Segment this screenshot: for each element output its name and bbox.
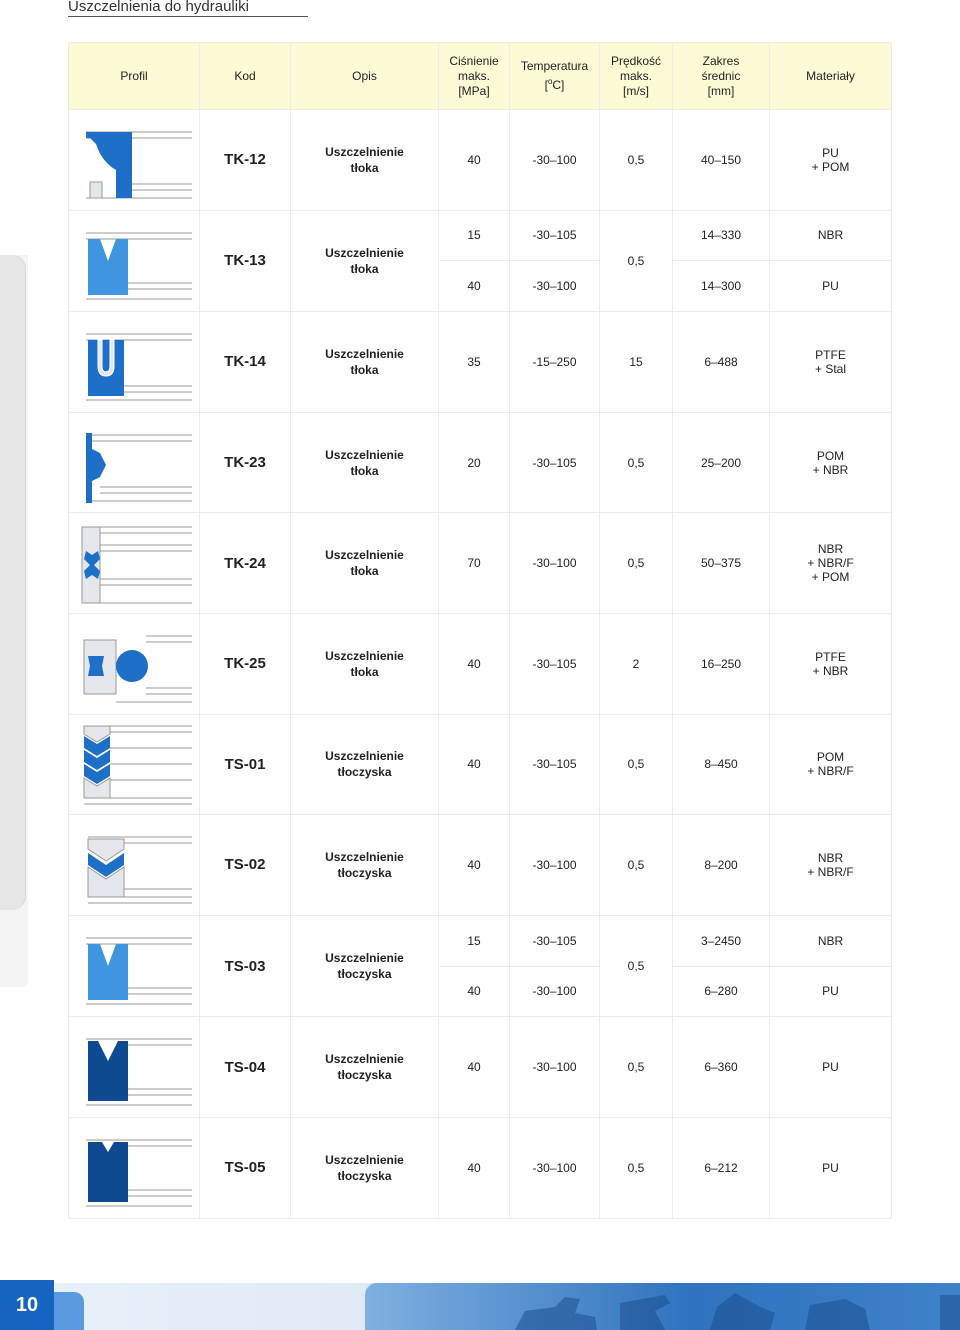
row-description: Uszczelnienie tłoka [291,412,439,513]
row-materials: PTFE + NBR [770,613,892,714]
row-materials: NBR PU [770,915,892,1017]
row-diameter: 6–488 [673,312,770,413]
row-code: TS-02 [200,815,291,916]
row-speed: 0,5 [600,210,673,312]
row-description: Uszczelnienie tłoczyska [291,915,439,1017]
row-materials: NBR + NBR/F + POM [770,513,892,614]
side-tab-shade [0,255,26,910]
footer-machinery-image [365,1283,960,1330]
row-temperature: -30–105 [510,613,600,714]
header-description: Opis [291,43,439,110]
seal-profile-ts01 [69,714,200,815]
seal-profile-tk13 [69,210,200,312]
row-speed: 2 [600,613,673,714]
row-temperature: -30–105 -30–100 [510,915,600,1017]
row-temperature: -15–250 [510,312,600,413]
row-temperature: -30–105 -30–100 [510,210,600,312]
row-pressure: 20 [439,412,510,513]
row-temperature: -30–100 [510,815,600,916]
row-speed: 0,5 [600,915,673,1017]
seal-profile-tk14 [69,312,200,413]
row-materials: PU + POM [770,110,892,211]
header-pressure: Ciśnienie maks. [MPa] [439,43,510,110]
seals-table [68,42,892,1219]
row-temperature: -30–100 [510,513,600,614]
table-row [69,1117,892,1218]
row-code: TS-05 [200,1117,291,1218]
row-description: Uszczelnienie tłoka [291,110,439,211]
header-speed: Prędkość maks. [m/s] [600,43,673,110]
row-temperature: -30–100 [510,110,600,211]
row-pressure: 35 [439,312,510,413]
row-description: Uszczelnienie tłoczyska [291,1117,439,1218]
row-diameter: 8–450 [673,714,770,815]
table-row [69,815,892,916]
table-row [69,613,892,714]
row-description: Uszczelnienie tłoczyska [291,815,439,916]
row-pressure: 40 [439,110,510,211]
row-materials: PU [770,1017,892,1118]
table-row [69,110,892,211]
row-code: TK-13 [200,210,291,312]
row-code: TK-24 [200,513,291,614]
row-speed: 15 [600,312,673,413]
table-header-row [69,43,892,110]
seal-profile-ts02 [69,815,200,916]
header-diameter: Zakres średnic [mm] [673,43,770,110]
header-materials: Materiały [770,43,892,110]
row-diameter: 50–375 [673,513,770,614]
table-row [69,210,892,312]
table-row [69,915,892,1017]
seal-profile-tk12 [69,110,200,211]
row-materials: NBR + NBR/F [770,815,892,916]
row-code: TS-01 [200,714,291,815]
row-speed: 0,5 [600,714,673,815]
row-diameter: 40–150 [673,110,770,211]
row-pressure: 40 [439,1117,510,1218]
row-temperature: -30–100 [510,1017,600,1118]
row-diameter: 6–212 [673,1117,770,1218]
header-profile: Profil [69,43,200,110]
seal-profile-ts03 [69,915,200,1017]
row-pressure: 15 40 [439,915,510,1017]
table-row [69,412,892,513]
row-diameter: 16–250 [673,613,770,714]
seal-profile-ts04 [69,1017,200,1118]
row-speed: 0,5 [600,1017,673,1118]
row-description: Uszczelnienie tłoczyska [291,714,439,815]
table-row [69,1017,892,1118]
row-temperature: -30–105 [510,714,600,815]
row-temperature: -30–105 [510,412,600,513]
header-temperature: Temperatura [$^o$C] [510,43,600,110]
row-diameter: 14–330 14–300 [673,210,770,312]
table-row [69,312,892,413]
seal-profile-tk24 [69,513,200,614]
row-speed: 0,5 [600,513,673,614]
row-description: Uszczelnienie tłoka [291,210,439,312]
row-code: TK-14 [200,312,291,413]
row-code: TK-23 [200,412,291,513]
row-speed: 0,5 [600,815,673,916]
row-pressure: 15 40 [439,210,510,312]
page-title: Uszczelnienia do hydrauliki [68,0,308,17]
row-code: TS-03 [200,915,291,1017]
seal-profile-tk25 [69,613,200,714]
row-diameter: 25–200 [673,412,770,513]
row-speed: 0,5 [600,1117,673,1218]
row-temperature: -30–100 [510,1117,600,1218]
row-diameter: 8–200 [673,815,770,916]
header-code: Kod [200,43,291,110]
row-code: TK-25 [200,613,291,714]
row-pressure: 40 [439,613,510,714]
row-pressure: 40 [439,815,510,916]
row-description: Uszczelnienie tłoka [291,513,439,614]
row-materials: NBR PU [770,210,892,312]
row-materials: POM + NBR [770,412,892,513]
row-code: TS-04 [200,1017,291,1118]
table-row [69,513,892,614]
row-materials: POM + NBR/F [770,714,892,815]
row-diameter: 3–2450 6–280 [673,915,770,1017]
row-speed: 0,5 [600,412,673,513]
table-row [69,714,892,815]
page-number-tab [50,1292,84,1330]
page-number: 10 [0,1280,54,1330]
row-pressure: 70 [439,513,510,614]
row-code: TK-12 [200,110,291,211]
row-description: Uszczelnienie tłoka [291,312,439,413]
row-pressure: 40 [439,714,510,815]
seal-profile-tk23 [69,412,200,513]
row-description: Uszczelnienie tłoczyska [291,1017,439,1118]
row-pressure: 40 [439,1017,510,1118]
seal-profile-ts05 [69,1117,200,1218]
row-materials: PU [770,1117,892,1218]
row-speed: 0,5 [600,110,673,211]
row-diameter: 6–360 [673,1017,770,1118]
row-materials: PTFE + Stal [770,312,892,413]
row-description: Uszczelnienie tłoka [291,613,439,714]
